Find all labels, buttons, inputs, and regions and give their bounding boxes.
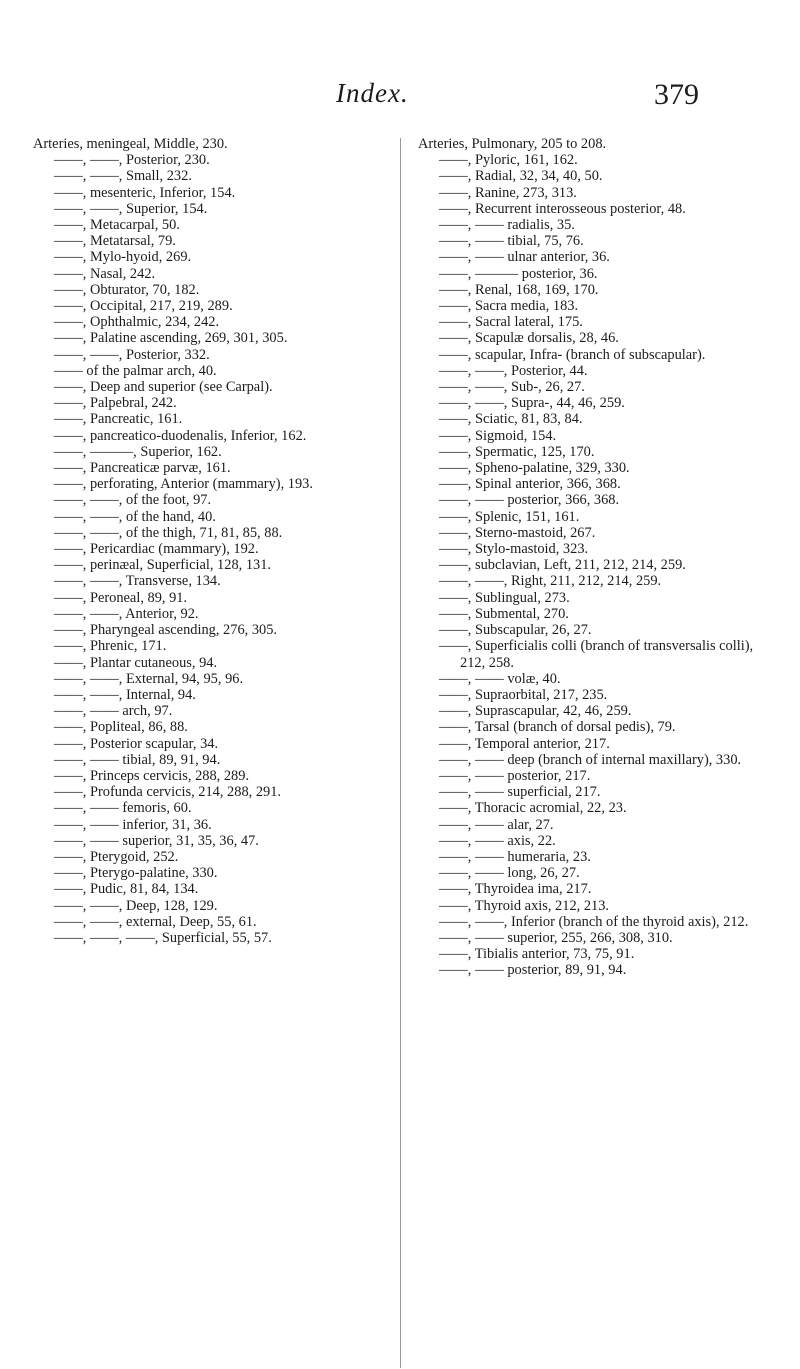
index-entry: Arteries, Pulmonary, 205 to 208.	[418, 136, 607, 152]
index-entry: ——, —— volæ, 40.	[439, 670, 561, 687]
running-title: Index.	[336, 78, 409, 108]
index-column-left	[33, 136, 387, 946]
index-entry: ——, Sublingual, 273.	[439, 589, 570, 606]
index-entry: ——, ——, Deep, 128, 129.	[54, 897, 218, 914]
index-entry: ——, Ophthalmic, 234, 242.	[54, 314, 220, 331]
index-entry: Arteries, meningeal, Middle, 230.	[33, 136, 228, 152]
index-entry: ——, ——, Posterior, 332.	[54, 346, 210, 363]
index-entry: ——, Princeps cervicis, 288, 289.	[54, 767, 250, 784]
index-entry: ——, Recurrent interosseous posterior, 48.	[439, 200, 686, 217]
index-entry: ——, Pharyngeal ascending, 276, 305.	[54, 622, 278, 639]
index-entry: —— of the palmar arch, 40.	[54, 362, 217, 379]
index-entry: ——, Nasal, 242.	[54, 265, 156, 282]
index-entry: ——, ——— posterior, 36.	[439, 265, 598, 282]
index-entry: ——, ——, Internal, 94.	[54, 686, 196, 703]
index-entry: ——, Radial, 32, 34, 40, 50.	[439, 168, 603, 185]
index-entry: ——, Plantar cutaneous, 94.	[54, 654, 218, 671]
index-entry: ——, Sacral lateral, 175.	[439, 314, 583, 331]
index-entry: ——, Metatarsal, 79.	[54, 233, 176, 250]
index-entry: ——, Palatine ascending, 269, 301, 305.	[54, 330, 288, 347]
index-entry: ——, Pancreaticæ parvæ, 161.	[54, 460, 231, 477]
index-entry: ——, Supraorbital, 217, 235.	[439, 686, 608, 703]
index-entry: ——, ——, of the hand, 40.	[54, 508, 216, 525]
index-entry: ——, ——, external, Deep, 55, 61.	[54, 913, 257, 930]
index-entry: ——, ——, Right, 211, 212, 214, 259.	[439, 573, 662, 590]
index-column-right	[418, 136, 772, 979]
index-entry: ——, Ranine, 273, 313.	[439, 184, 577, 201]
index-entry: ——, —— ulnar anterior, 36.	[439, 249, 610, 266]
index-entry: ——, —— deep (branch of internal maxillary), 330.	[439, 751, 742, 768]
index-entry: ——, Deep and superior (see Carpal).	[54, 379, 273, 396]
index-entry: ——, Pterygoid, 252.	[54, 848, 179, 865]
index-entry: ——, scapular, Infra- (branch of subscapular).	[439, 346, 706, 363]
index-entry: ——, Palpebral, 242.	[54, 395, 177, 412]
index-entry: ——, Sacra media, 183.	[439, 298, 579, 315]
index-entry: ——, ——, of the thigh, 71, 81, 85, 88.	[54, 524, 283, 541]
index-entry: ——, Mylo-hyoid, 269.	[54, 249, 192, 266]
index-entry: ——, ——, Sub-, 26, 27.	[439, 379, 585, 396]
index-entry: ——, Spermatic, 125, 170.	[439, 443, 595, 460]
index-entry: ——, Splenic, 151, 161.	[439, 508, 580, 525]
index-entry: ——, Thoracic acromial, 22, 23.	[439, 800, 627, 817]
index-entry: ——, —— posterior, 217.	[439, 767, 591, 784]
index-entry: ——, Pericardiac (mammary), 192.	[54, 541, 259, 558]
index-entry: ——, —— posterior, 89, 91, 94.	[439, 962, 627, 979]
index-entry: ——, —— inferior, 31, 36.	[54, 816, 212, 833]
index-entry: ——, Suprascapular, 42, 46, 259.	[439, 703, 632, 720]
index-entry: ——, —— superior, 255, 266, 308, 310.	[439, 929, 673, 946]
index-entry: ——, Tibialis anterior, 73, 75, 91.	[439, 946, 635, 963]
index-entry: ——, —— tibial, 75, 76.	[439, 233, 584, 250]
index-entry: ——, Sterno-mastoid, 267.	[439, 524, 596, 541]
index-entry: ——, Pancreatic, 161.	[54, 411, 183, 428]
index-entry: ——, —— axis, 22.	[439, 832, 556, 849]
index-entry: ——, Pudic, 81, 84, 134.	[54, 881, 199, 898]
index-entry: ——, Pterygo-palatine, 330.	[54, 865, 218, 882]
index-entry: ——, ———, Superior, 162.	[54, 443, 222, 460]
index-entry: ——, Profunda cervicis, 214, 288, 291.	[54, 784, 282, 801]
index-entry: ——, —— radialis, 35.	[439, 217, 575, 234]
index-entry: ——, Thyroidea ima, 217.	[439, 881, 592, 898]
index-entry: ——, Metacarpal, 50.	[54, 217, 180, 234]
index-entry: ——, perforating, Anterior (mammary), 193.	[54, 476, 313, 493]
index-entry: ——, mesenteric, Inferior, 154.	[54, 184, 236, 201]
index-entry: ——, Tarsal (branch of dorsal pedis), 79.	[439, 719, 676, 736]
index-entry: ——, Temporal anterior, 217.	[439, 735, 610, 752]
index-entry: ——, ——, Supra-, 44, 46, 259.	[439, 395, 625, 412]
index-entry: ——, Stylo-mastoid, 323.	[439, 541, 589, 558]
index-entry: ——, ——, Posterior, 230.	[54, 152, 210, 169]
index-entry: ——, Scapulæ dorsalis, 28, 46.	[439, 330, 619, 347]
index-entry: ——, ——, Anterior, 92.	[54, 605, 199, 622]
index-entry: ——, —— superior, 31, 35, 36, 47.	[54, 832, 259, 849]
index-entry: ——, Superficialis colli (branch of transversalis colli), 212, 258.	[439, 638, 754, 671]
index-entry: ——, Peroneal, 89, 91.	[54, 589, 188, 606]
index-entry: ——, Occipital, 217, 219, 289.	[54, 298, 233, 315]
index-entry: ——, Posterior scapular, 34.	[54, 735, 219, 752]
index-entry: ——, Phrenic, 171.	[54, 638, 167, 655]
index-entry: ——, ——, of the foot, 97.	[54, 492, 212, 509]
index-entry: ——, Spheno-palatine, 329, 330.	[439, 460, 630, 477]
index-entry: ——, —— tibial, 89, 91, 94.	[54, 751, 221, 768]
index-entry: ——, perinæal, Superficial, 128, 131.	[54, 557, 272, 574]
index-entry: ——, ——, Transverse, 134.	[54, 573, 221, 590]
index-entry: ——, ——, Posterior, 44.	[439, 362, 588, 379]
index-entry: ——, Pyloric, 161, 162.	[439, 152, 578, 169]
index-entry: ——, Sigmoid, 154.	[439, 427, 557, 444]
index-entry: ——, Submental, 270.	[439, 605, 569, 622]
index-entry: ——, pancreatico-duodenalis, Inferior, 162.	[54, 427, 307, 444]
index-entry: ——, ——, Superior, 154.	[54, 200, 208, 217]
index-entry: ——, ——, ——, Superficial, 55, 57.	[54, 929, 272, 946]
index-entry: ——, —— femoris, 60.	[54, 800, 192, 817]
index-entry: ——, ——, Small, 232.	[54, 168, 192, 185]
page-header	[0, 78, 800, 118]
page-number: 379	[654, 78, 699, 111]
index-entry: ——, subclavian, Left, 211, 212, 214, 259.	[439, 557, 686, 574]
index-entry: ——, ——, External, 94, 95, 96.	[54, 670, 244, 687]
index-entry: ——, Popliteal, 86, 88.	[54, 719, 188, 736]
index-entry: ——, —— arch, 97.	[54, 703, 173, 720]
index-entry: ——, Renal, 168, 169, 170.	[439, 281, 599, 298]
index-entry: ——, Obturator, 70, 182.	[54, 281, 200, 298]
column-divider	[400, 138, 401, 1368]
index-entry: ——, Subscapular, 26, 27.	[439, 622, 592, 639]
index-entry: ——, Thyroid axis, 212, 213.	[439, 897, 610, 914]
index-entry: ——, —— superficial, 217.	[439, 784, 601, 801]
index-entry: ——, ——, Inferior (branch of the thyroid axis), 212.	[439, 913, 749, 930]
index-entry: ——, —— long, 26, 27.	[439, 865, 580, 882]
index-entry: ——, Sciatic, 81, 83, 84.	[439, 411, 583, 428]
index-entry: ——, —— alar, 27.	[439, 816, 554, 833]
index-entry: ——, —— humeraria, 23.	[439, 848, 591, 865]
index-entry: ——, Spinal anterior, 366, 368.	[439, 476, 621, 493]
index-entry: ——, —— posterior, 366, 368.	[439, 492, 620, 509]
